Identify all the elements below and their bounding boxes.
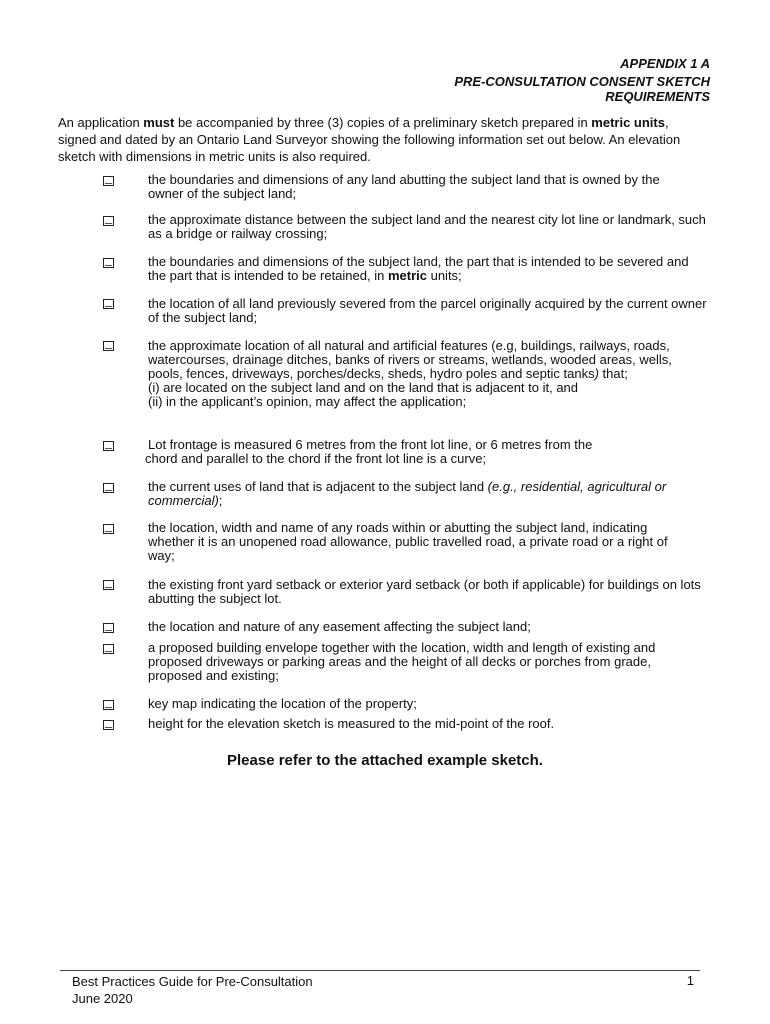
page-title-line2: REQUIREMENTS [605, 89, 710, 104]
checkbox-abutting-land[interactable] [103, 176, 114, 186]
requirement-lot-frontage: Lot frontage is measured 6 metres from the front lot line, or 6 metres from the chord and parallel to the chord if the front lot line is a curve; [145, 437, 593, 466]
page-title-line1: PRE-CONSULTATION CONSENT SKETCH [454, 74, 710, 89]
page-number: 1 [686, 973, 694, 988]
checkbox-elevation-height[interactable] [103, 720, 114, 730]
footer-guide-title: Best Practices Guide for Pre-Consultation [72, 974, 313, 989]
requirement-abutting-land: the boundaries and dimensions of any land abutting the subject land that is owned by the owner of the subject land; [148, 172, 660, 201]
checkbox-natural-artificial-features[interactable] [103, 341, 114, 351]
checkbox-lot-frontage[interactable] [103, 441, 114, 451]
footer [72, 973, 313, 1007]
appendix-label: APPENDIX 1 A [620, 56, 710, 71]
checkbox-key-map[interactable] [103, 700, 114, 710]
checkbox-building-envelope[interactable] [103, 644, 114, 654]
checkbox-subject-land-boundaries[interactable] [103, 258, 114, 268]
intro-paragraph: An application must be accompanied by three (3) copies of a preliminary sketch prepared in metric units, signed and dated by an Ontario Land Surveyor showing the following information set out below. An elevation sketch with dimensions in metric units is also required. [58, 115, 681, 164]
checkbox-front-yard-setback[interactable] [103, 580, 114, 590]
requirement-previously-severed: the location of all land previously severed from the parcel originally acquired by the current owner of the subject land; [148, 296, 707, 325]
requirement-subject-land-boundaries: the boundaries and dimensions of the subject land, the part that is intended to be severed and the part that is intended to be retained, in metric units; [148, 254, 689, 283]
requirement-key-map: key map indicating the location of the property; [148, 696, 417, 711]
requirement-adjacent-land-uses: the current uses of land that is adjacent to the subject land (e.g., residential, agricultural or commercial); [148, 479, 667, 508]
requirement-natural-artificial-features: the approximate location of all natural and artificial features (e.g, buildings, railways, roads, watercourses, drainage ditches, banks of rivers or streams, wetlands, wooded areas, wells, pools, fences, driveways, porches/decks, sheds, hydro poles and septic tanks) that; (i) are located on the subject land and on the land that is adjacent to it, and (ii) in the applicant’s opinion, may affect the application; [148, 338, 672, 409]
requirement-roads: the location, width and name of any roads within or abutting the subject land, indicating whether it is an unopened road allowance, public travelled road, a private road or a right of way; [148, 520, 668, 563]
checkbox-roads[interactable] [103, 524, 114, 534]
example-sketch-note: Please refer to the attached example sketch. [227, 752, 543, 769]
checkbox-previously-severed[interactable] [103, 299, 114, 309]
requirement-easement: the location and nature of any easement affecting the subject land; [148, 619, 531, 634]
requirement-nearest-lot-line: the approximate distance between the subject land and the nearest city lot line or landmark, such as a bridge or railway crossing; [148, 212, 706, 241]
must-emphasis: must [143, 115, 175, 130]
checkbox-easement[interactable] [103, 623, 114, 633]
requirement-elevation-height: height for the elevation sketch is measured to the mid-point of the roof. [148, 716, 555, 731]
requirement-building-envelope: a proposed building envelope together with the location, width and length of existing and proposed driveways or parking areas and the height of all decks or porches from grade, proposed and existing; [148, 640, 656, 683]
metric-units-emphasis: metric units [591, 115, 665, 130]
checkbox-nearest-lot-line[interactable] [103, 216, 114, 226]
requirement-front-yard-setback: the existing front yard setback or exterior yard setback (or both if applicable) for buildings on lots abutting the subject lot. [148, 577, 701, 606]
footer-divider [60, 970, 700, 971]
footer-date: June 2020 [72, 991, 133, 1006]
checkbox-adjacent-land-uses[interactable] [103, 483, 114, 493]
